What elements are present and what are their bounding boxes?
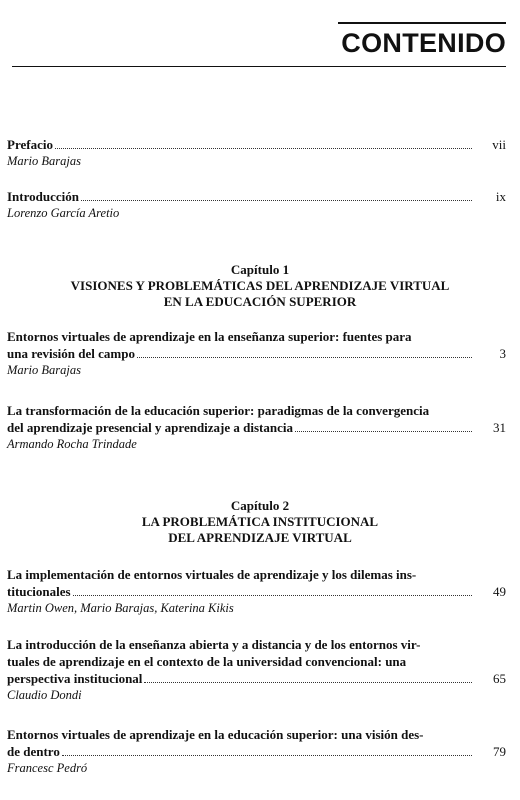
toc-entry-title-line: de dentro (7, 744, 60, 759)
chapter-title-line: LA PROBLEMÁTICA INSTITUCIONAL (141, 514, 379, 529)
dot-leader (137, 357, 472, 358)
toc-entry-title-line: La transformación de la educación superior: paradigmas de la convergencia (7, 403, 430, 418)
page-title: CONTENIDO (341, 28, 506, 58)
chapter-label: Capítulo 2 (230, 498, 290, 513)
toc-page-number: 3 (499, 346, 506, 361)
toc-entry-title-line: una revisión del campo (7, 346, 135, 361)
dot-leader (55, 148, 472, 149)
toc-entry[interactable] (7, 402, 506, 452)
dot-leader (295, 431, 472, 432)
toc-entry-title-line: La introducción de la enseñanza abierta y a distancia y de los entornos vir- (7, 637, 421, 652)
toc-entry-title: Introducción (7, 189, 79, 204)
chapter-title-line: EN LA EDUCACIÓN SUPERIOR (163, 294, 357, 309)
toc-page-number: vii (492, 137, 506, 152)
toc-entry-author: Mario Barajas (7, 154, 81, 168)
toc-entry-title: Prefacio (7, 137, 53, 152)
dot-leader (73, 595, 472, 596)
toc-entry[interactable] (7, 328, 506, 378)
chapter-label: Capítulo 1 (230, 262, 290, 277)
toc-entry-title-line: titucionales (7, 584, 71, 599)
toc-entry-title-line: del aprendizaje presencial y aprendizaje a distancia (7, 420, 293, 435)
chapter-heading-2 (0, 498, 520, 546)
toc-entry-title-line: tuales de aprendizaje en el contexto de la universidad convencional: una (7, 654, 407, 669)
top-rule (338, 22, 506, 24)
toc-entry-introduccion[interactable] (7, 188, 506, 221)
toc-page-number: 31 (493, 420, 506, 435)
toc-entry-author: Mario Barajas (7, 363, 81, 377)
chapter-title-line: VISIONES Y PROBLEMÁTICAS DEL APRENDIZAJE VIRTUAL (70, 278, 450, 293)
toc-page-number: 49 (493, 584, 506, 599)
toc-entry-title-line: Entornos virtuales de aprendizaje en la educación superior: una visión des- (7, 727, 424, 742)
toc-entry-author: Armando Rocha Trindade (7, 437, 137, 451)
toc-entry[interactable] (7, 566, 506, 616)
toc-entry[interactable] (7, 726, 506, 776)
dot-leader (62, 755, 472, 756)
toc-entry-author: Claudio Dondi (7, 688, 82, 702)
toc-entry-title-line: La implementación de entornos virtuales de aprendizaje y los dilemas ins- (7, 567, 417, 582)
toc-page-number: 79 (493, 744, 506, 759)
toc-entry-author: Francesc Pedró (7, 761, 88, 775)
toc-page-number: ix (495, 189, 506, 204)
dot-leader (144, 682, 472, 683)
toc-entry-title-line: perspectiva institucional (7, 671, 143, 686)
toc-entry[interactable] (7, 636, 506, 703)
heading-divider (12, 66, 506, 67)
toc-entry-author: Lorenzo García Aretio (7, 206, 120, 220)
toc-page-number: 65 (493, 671, 506, 686)
dot-leader (81, 200, 472, 201)
chapter-heading-1 (0, 262, 520, 310)
toc-entry-title-line: Entornos virtuales de aprendizaje en la enseñanza superior: fuentes para (7, 329, 412, 344)
toc-entry-author: Martin Owen, Mario Barajas, Katerina Kikis (7, 601, 234, 615)
chapter-title-line: DEL APRENDIZAJE VIRTUAL (168, 530, 352, 545)
toc-entry-prefacio[interactable] (7, 136, 506, 169)
